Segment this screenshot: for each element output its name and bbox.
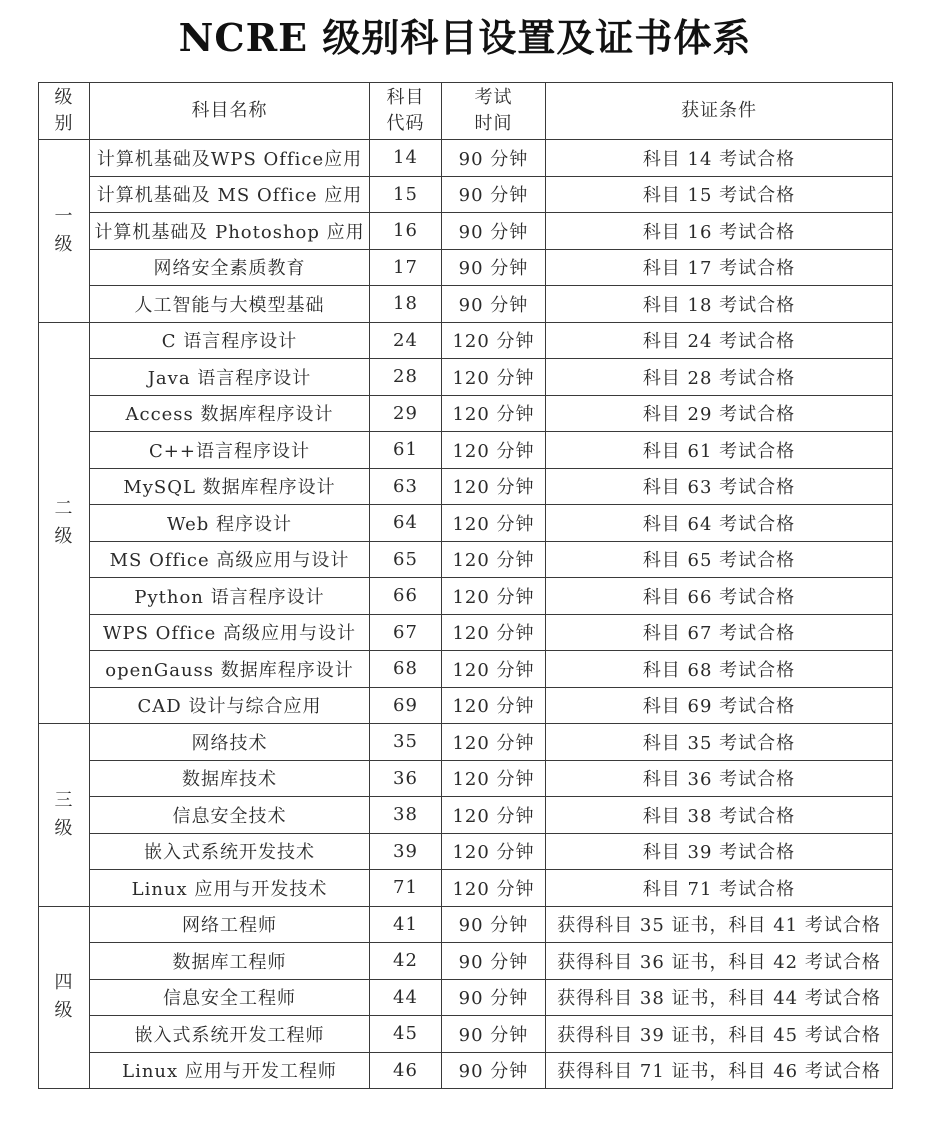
subject-name-cell: C 语言程序设计 bbox=[90, 322, 370, 359]
subject-time-cell: 120 分钟 bbox=[442, 724, 546, 761]
table-row bbox=[39, 979, 893, 1016]
subject-time-cell: 120 分钟 bbox=[442, 760, 546, 797]
subject-code-cell: 14 bbox=[370, 140, 442, 177]
table-row bbox=[39, 140, 893, 177]
subject-code-cell: 66 bbox=[370, 578, 442, 615]
subject-condition-cell: 科目 68 考试合格 bbox=[546, 651, 893, 688]
subject-time-cell: 90 分钟 bbox=[442, 176, 546, 213]
subject-time-cell: 90 分钟 bbox=[442, 286, 546, 323]
table-row bbox=[39, 651, 893, 688]
level-label: 级 bbox=[54, 1000, 74, 1022]
subject-name-cell: Access 数据库程序设计 bbox=[90, 395, 370, 432]
header-time-line2: 时间 bbox=[474, 113, 513, 134]
subject-time-cell: 120 分钟 bbox=[442, 578, 546, 615]
table-row bbox=[39, 286, 893, 323]
table-row bbox=[39, 1016, 893, 1053]
subject-condition-cell: 科目 63 考试合格 bbox=[546, 468, 893, 505]
subject-time-cell: 120 分钟 bbox=[442, 432, 546, 469]
table-row bbox=[39, 724, 893, 761]
header-level bbox=[39, 83, 90, 140]
level-label: 一 bbox=[54, 205, 74, 227]
level-cell bbox=[39, 322, 90, 724]
table-row bbox=[39, 395, 893, 432]
subject-time-cell: 120 分钟 bbox=[442, 468, 546, 505]
header-subject-name: 科目名称 bbox=[90, 83, 370, 140]
subject-time-cell: 120 分钟 bbox=[442, 541, 546, 578]
subject-code-cell: 44 bbox=[370, 979, 442, 1016]
table-row bbox=[39, 432, 893, 469]
subject-time-cell: 90 分钟 bbox=[442, 249, 546, 286]
subject-code-cell: 35 bbox=[370, 724, 442, 761]
table-row bbox=[39, 614, 893, 651]
subject-name-cell: 计算机基础及 MS Office 应用 bbox=[90, 176, 370, 213]
subject-code-cell: 15 bbox=[370, 176, 442, 213]
subject-condition-cell: 科目 24 考试合格 bbox=[546, 322, 893, 359]
table-row bbox=[39, 213, 893, 250]
table-header-row bbox=[39, 83, 893, 140]
subject-condition-cell: 科目 14 考试合格 bbox=[546, 140, 893, 177]
subject-name-cell: 网络工程师 bbox=[90, 906, 370, 943]
subject-time-cell: 120 分钟 bbox=[442, 395, 546, 432]
subject-time-cell: 90 分钟 bbox=[442, 140, 546, 177]
subject-name-cell: 信息安全工程师 bbox=[90, 979, 370, 1016]
subject-code-cell: 39 bbox=[370, 833, 442, 870]
subject-time-cell: 90 分钟 bbox=[442, 906, 546, 943]
subject-name-cell: 网络安全素质教育 bbox=[90, 249, 370, 286]
table-row bbox=[39, 797, 893, 834]
subject-time-cell: 120 分钟 bbox=[442, 359, 546, 396]
subject-code-cell: 61 bbox=[370, 432, 442, 469]
header-code-line1: 科目 bbox=[386, 87, 425, 108]
subject-code-cell: 68 bbox=[370, 651, 442, 688]
subject-time-cell: 120 分钟 bbox=[442, 614, 546, 651]
subject-condition-cell: 科目 29 考试合格 bbox=[546, 395, 893, 432]
subject-name-cell: MS Office 高级应用与设计 bbox=[90, 541, 370, 578]
table-row bbox=[39, 760, 893, 797]
subject-condition-cell: 科目 36 考试合格 bbox=[546, 760, 893, 797]
level-label: 三 bbox=[54, 789, 74, 811]
subject-name-cell: 计算机基础及 Photoshop 应用 bbox=[90, 213, 370, 250]
level-cell bbox=[39, 724, 90, 907]
subject-time-cell: 120 分钟 bbox=[442, 687, 546, 724]
subject-name-cell: MySQL 数据库程序设计 bbox=[90, 468, 370, 505]
subject-name-cell: CAD 设计与综合应用 bbox=[90, 687, 370, 724]
subject-code-cell: 29 bbox=[370, 395, 442, 432]
subject-time-cell: 90 分钟 bbox=[442, 213, 546, 250]
header-level-line2: 别 bbox=[54, 113, 74, 134]
page-title: NCRE 级别科目设置及证书体系 bbox=[178, 15, 752, 60]
level-label: 级 bbox=[54, 233, 74, 255]
subject-code-cell: 16 bbox=[370, 213, 442, 250]
subject-name-cell: 嵌入式系统开发技术 bbox=[90, 833, 370, 870]
subject-name-cell: 数据库工程师 bbox=[90, 943, 370, 980]
level-label: 四 bbox=[54, 972, 74, 994]
subject-condition-cell: 获得科目 38 证书，科目 44 考试合格 bbox=[546, 979, 893, 1016]
subject-code-cell: 18 bbox=[370, 286, 442, 323]
subject-code-cell: 24 bbox=[370, 322, 442, 359]
subject-condition-cell: 科目 61 考试合格 bbox=[546, 432, 893, 469]
subject-condition-cell: 科目 66 考试合格 bbox=[546, 578, 893, 615]
table-row bbox=[39, 359, 893, 396]
table-row bbox=[39, 906, 893, 943]
subject-condition-cell: 科目 16 考试合格 bbox=[546, 213, 893, 250]
subject-condition-cell: 科目 39 考试合格 bbox=[546, 833, 893, 870]
subject-condition-cell: 科目 71 考试合格 bbox=[546, 870, 893, 907]
subject-name-cell: Java 语言程序设计 bbox=[90, 359, 370, 396]
subject-name-cell: openGauss 数据库程序设计 bbox=[90, 651, 370, 688]
table-row bbox=[39, 249, 893, 286]
subject-condition-cell: 科目 65 考试合格 bbox=[546, 541, 893, 578]
subject-name-cell: 计算机基础及WPS Office应用 bbox=[90, 140, 370, 177]
subject-code-cell: 69 bbox=[370, 687, 442, 724]
subject-condition-cell: 获得科目 35 证书，科目 41 考试合格 bbox=[546, 906, 893, 943]
subject-time-cell: 90 分钟 bbox=[442, 1016, 546, 1053]
subject-time-cell: 90 分钟 bbox=[442, 943, 546, 980]
subject-condition-cell: 科目 67 考试合格 bbox=[546, 614, 893, 651]
subject-code-cell: 46 bbox=[370, 1052, 442, 1089]
subject-condition-cell: 科目 17 考试合格 bbox=[546, 249, 893, 286]
subject-time-cell: 120 分钟 bbox=[442, 797, 546, 834]
subject-name-cell: 网络技术 bbox=[90, 724, 370, 761]
subject-code-cell: 64 bbox=[370, 505, 442, 542]
subject-name-cell: 信息安全技术 bbox=[90, 797, 370, 834]
subject-code-cell: 65 bbox=[370, 541, 442, 578]
subject-code-cell: 41 bbox=[370, 906, 442, 943]
subject-condition-cell: 科目 28 考试合格 bbox=[546, 359, 893, 396]
table-row bbox=[39, 505, 893, 542]
level-label: 二 bbox=[54, 497, 74, 519]
header-subject-code bbox=[370, 83, 442, 140]
subject-time-cell: 120 分钟 bbox=[442, 322, 546, 359]
subject-condition-cell: 获得科目 71 证书，科目 46 考试合格 bbox=[546, 1052, 893, 1089]
subject-code-cell: 36 bbox=[370, 760, 442, 797]
subject-time-cell: 120 分钟 bbox=[442, 505, 546, 542]
level-label: 级 bbox=[54, 525, 74, 547]
subject-name-cell: Web 程序设计 bbox=[90, 505, 370, 542]
table-row bbox=[39, 1052, 893, 1089]
subject-condition-cell: 科目 64 考试合格 bbox=[546, 505, 893, 542]
subject-code-cell: 17 bbox=[370, 249, 442, 286]
subject-name-cell: 数据库技术 bbox=[90, 760, 370, 797]
header-certification-condition: 获证条件 bbox=[546, 83, 893, 140]
table-row bbox=[39, 322, 893, 359]
subject-condition-cell: 科目 18 考试合格 bbox=[546, 286, 893, 323]
header-time-line1: 考试 bbox=[474, 87, 513, 108]
subject-code-cell: 45 bbox=[370, 1016, 442, 1053]
subject-name-cell: 人工智能与大模型基础 bbox=[90, 286, 370, 323]
table-row bbox=[39, 870, 893, 907]
subject-condition-cell: 科目 15 考试合格 bbox=[546, 176, 893, 213]
subject-code-cell: 38 bbox=[370, 797, 442, 834]
subject-time-cell: 120 分钟 bbox=[442, 870, 546, 907]
table-row bbox=[39, 541, 893, 578]
table-row bbox=[39, 687, 893, 724]
subject-name-cell: WPS Office 高级应用与设计 bbox=[90, 614, 370, 651]
header-exam-time bbox=[442, 83, 546, 140]
table-row bbox=[39, 833, 893, 870]
subject-code-cell: 71 bbox=[370, 870, 442, 907]
table-row bbox=[39, 943, 893, 980]
table-row bbox=[39, 578, 893, 615]
subject-name-cell: 嵌入式系统开发工程师 bbox=[90, 1016, 370, 1053]
subject-name-cell: Linux 应用与开发技术 bbox=[90, 870, 370, 907]
level-label: 级 bbox=[54, 817, 74, 839]
subject-code-cell: 42 bbox=[370, 943, 442, 980]
table-body bbox=[39, 140, 893, 1089]
subject-name-cell: Linux 应用与开发工程师 bbox=[90, 1052, 370, 1089]
subject-code-cell: 67 bbox=[370, 614, 442, 651]
subject-time-cell: 90 分钟 bbox=[442, 979, 546, 1016]
subject-condition-cell: 科目 38 考试合格 bbox=[546, 797, 893, 834]
table-row bbox=[39, 468, 893, 505]
subject-name-cell: Python 语言程序设计 bbox=[90, 578, 370, 615]
ncre-subject-table bbox=[38, 82, 893, 1089]
subject-time-cell: 120 分钟 bbox=[442, 651, 546, 688]
subject-condition-cell: 科目 69 考试合格 bbox=[546, 687, 893, 724]
subject-condition-cell: 获得科目 36 证书，科目 42 考试合格 bbox=[546, 943, 893, 980]
subject-code-cell: 28 bbox=[370, 359, 442, 396]
subject-time-cell: 90 分钟 bbox=[442, 1052, 546, 1089]
level-cell bbox=[39, 140, 90, 323]
subject-time-cell: 120 分钟 bbox=[442, 833, 546, 870]
subject-condition-cell: 获得科目 39 证书，科目 45 考试合格 bbox=[546, 1016, 893, 1053]
header-level-line1: 级 bbox=[54, 87, 74, 108]
header-code-line2: 代码 bbox=[386, 113, 425, 134]
table-row bbox=[39, 176, 893, 213]
subject-condition-cell: 科目 35 考试合格 bbox=[546, 724, 893, 761]
subject-name-cell: C++语言程序设计 bbox=[90, 432, 370, 469]
level-cell bbox=[39, 906, 90, 1089]
subject-code-cell: 63 bbox=[370, 468, 442, 505]
